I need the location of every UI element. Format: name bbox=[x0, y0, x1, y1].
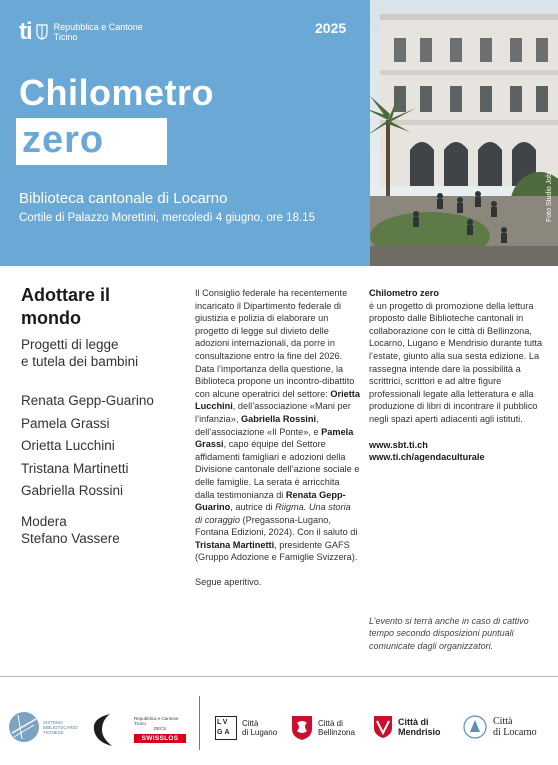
series-info bbox=[369, 287, 547, 464]
footer-vertical-divider bbox=[199, 696, 200, 750]
links bbox=[369, 439, 547, 464]
event-subtitle: Progetti di legge e tutela dei bambini bbox=[21, 337, 139, 369]
ti-logo: ti bbox=[19, 18, 32, 45]
moderator: Modera Stefano Vassere bbox=[21, 513, 120, 546]
speaker-item: Orietta Lucchini bbox=[21, 438, 115, 453]
weather-notice: L’evento si terrà anche in caso di cattivo tempo secondo disposizioni puntuali comunicate dagli organizzatori. bbox=[369, 616, 529, 651]
locarno-logo: Città di Locarno bbox=[463, 714, 537, 740]
speaker-name: Orietta Lucchini bbox=[195, 388, 360, 412]
series-info-title: Chilometro zero bbox=[369, 288, 439, 298]
lugano-logo: LVGA Città di Lugano bbox=[215, 716, 277, 740]
bellinzona-crest-icon bbox=[291, 715, 313, 741]
event-summary bbox=[21, 284, 191, 547]
header-banner bbox=[0, 0, 558, 266]
canton-shield-icon bbox=[36, 24, 48, 40]
speaker-list bbox=[21, 390, 191, 503]
event-year: 2025 bbox=[315, 20, 347, 36]
venue-details: Cortile di Palazzo Morettini, mercoledì 4 giugno, ore 18.15 bbox=[19, 212, 315, 224]
sbt-logo: SISTEMA BIBLIOTECARIO TICINESE bbox=[8, 711, 78, 743]
mendrisio-logo: Città di Mendrisio bbox=[373, 715, 441, 739]
event-title: Adottare il mondo bbox=[21, 285, 111, 328]
venue-name: Biblioteca cantonale di Locarno bbox=[19, 190, 228, 207]
speaker-item: Gabriella Rossini bbox=[21, 483, 124, 498]
swisslos-badge: SWISSLOS bbox=[134, 734, 186, 743]
footer-divider bbox=[0, 676, 558, 677]
speaker-name: Gabriella Rossini bbox=[240, 413, 317, 424]
lugano-mark: LVGA bbox=[215, 716, 237, 740]
link-sbt[interactable]: www.sbt.ti.ch bbox=[369, 439, 428, 450]
courtyard-photo bbox=[370, 0, 558, 266]
speaker-name: Tristana Martinetti bbox=[195, 539, 275, 550]
series-info-body: è un progetto di promozione della lettura proposto dalle Biblioteche cantonali in collaborazione con le città di Bellinzona, Locarno, Lugano e Mendrisio durante tutta l’estate, giunto alla sua sesta edizione. La rassegna intende dare la possibilità a scrittrici, scrittori e ad altre figure professionali legate alla letteratura e alla produzione di libri di incontrare il pubblico negli spazi aperti adiacenti agli istituti. bbox=[369, 300, 543, 424]
sbt-globe-icon bbox=[8, 711, 40, 743]
canton-name: Repubblica e Cantone Ticino bbox=[53, 22, 143, 42]
canton-brand bbox=[19, 20, 143, 44]
speaker-name: Renata Gepp-Guarino bbox=[195, 489, 346, 513]
speaker-item: Tristana Martinetti bbox=[21, 460, 129, 476]
decs-swisslos-logo: Repubblica e Cantone Ticino DECS SWISSLOS bbox=[134, 716, 186, 743]
bellinzona-logo: Città di Bellinzona bbox=[291, 715, 355, 741]
series-title-zero: zero bbox=[16, 118, 167, 165]
speaker-item: Renata Gepp-Guarino bbox=[21, 393, 154, 408]
swirl-logo-icon bbox=[90, 712, 116, 748]
speaker-item: Pamela Grassi bbox=[21, 415, 110, 431]
speaker-name: Pamela Grassi bbox=[195, 426, 354, 450]
aperitivo-note: Segue aperitivo. bbox=[195, 577, 262, 588]
book-title: Riigma. Una storia di coraggio bbox=[195, 502, 351, 525]
locarno-crest-icon bbox=[463, 714, 487, 740]
swirl-logo bbox=[90, 712, 116, 753]
description-paragraph: Il Consiglio federale ha recentemente incaricato il Dipartimento federale di giustizia e polizia di elaborare un progetto di legge sul divieto delle adozioni internazionali, da porre in consultazione entro la fine del 2026. Data l’importanza della questione, la Biblioteca propone un incontro-dibattito con alcune operatrici del settore: Orietta Lucchini, dell’associazione «Mani per l’infanzia», Gabriella Rossini, dell’associazione «Il Ponte», e Pamela Grassi, capo équipe del Settore affidamenti famigliari e adozioni della Divisione cantonale dell’azione sociale e delle famiglie. La serata è arricchita dalla testimonianza di Renata Gepp-Guarino, autrice di Riigma. Una storia di coraggio (Pregassona-Lugano, Fontana Edizioni, 2024). Con il saluto di Tristana Martinetti, presidente GAFS (Gruppo Adozione e Famiglie Svizzera). bbox=[195, 288, 360, 563]
link-agenda[interactable]: www.ti.ch/agendaculturale bbox=[369, 452, 485, 463]
series-title: Chilometro bbox=[19, 72, 215, 113]
event-description bbox=[195, 287, 360, 589]
mendrisio-crest-icon bbox=[373, 715, 393, 739]
photo-credit: Foto Studio Job bbox=[546, 172, 553, 222]
